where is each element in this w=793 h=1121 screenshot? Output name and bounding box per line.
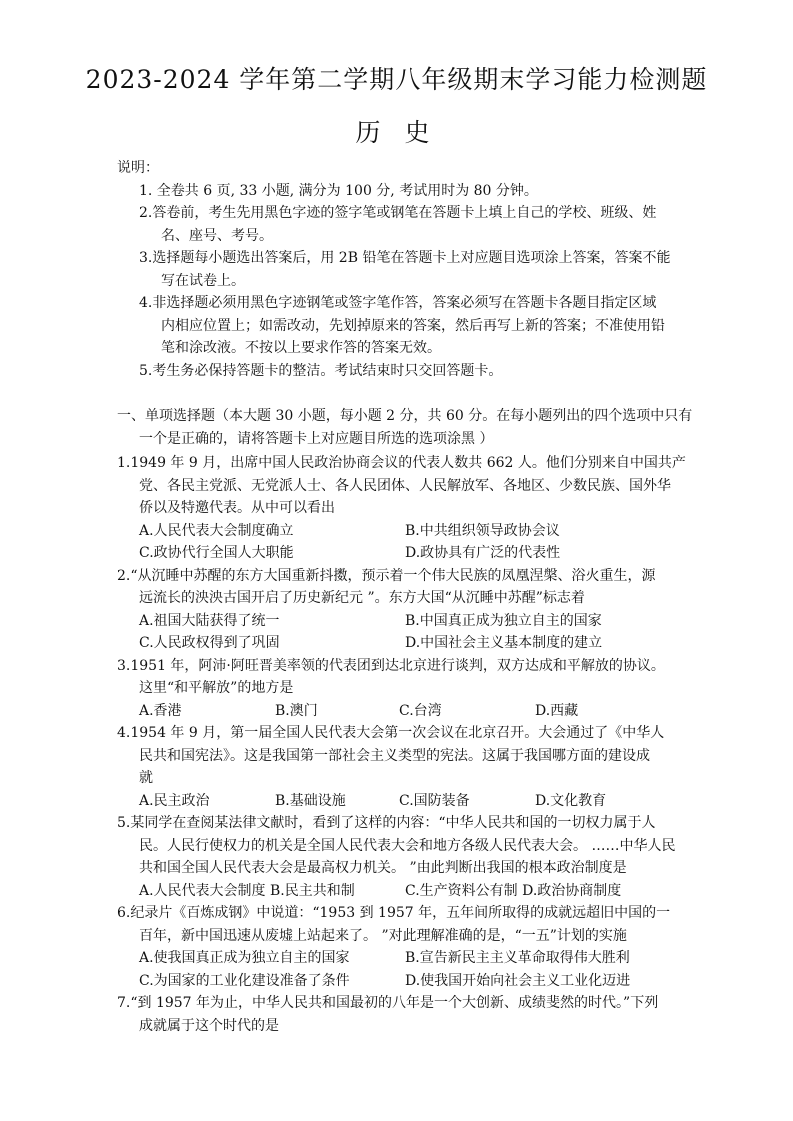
question-6 [0, 902, 793, 992]
answer-option[interactable]: C.台湾 [399, 702, 442, 719]
subject-title: 历 史 [355, 118, 438, 147]
answer-option[interactable]: D.文化教育 [535, 792, 607, 809]
answer-option[interactable]: B.澳门 [275, 702, 318, 719]
section-heading-line: 一、单项选择题（本大题 30 小题，每小题 2 分，共 60 分。在每小题列出的四个选项中只有 [117, 408, 693, 424]
answer-option[interactable]: A.人民代表大会制度 B.民主共和制 [139, 882, 355, 899]
option-row [0, 542, 793, 565]
question-7 [0, 992, 793, 1037]
question-stem-line: 这里“和平解放”的地方是 [139, 680, 294, 696]
question-2 [0, 565, 793, 655]
question-stem-line: 5.某同学在查阅某法律文献时，看到了这样的内容：“中华人民共和国的一切权力属于人 [117, 815, 656, 831]
section-heading [0, 405, 793, 450]
option-row [0, 520, 793, 543]
answer-option[interactable]: B.宣告新民主主义革命取得伟大胜利 [405, 950, 630, 966]
answer-option[interactable]: B.中共组织领导政协会议 [405, 522, 560, 539]
question-4 [0, 722, 793, 812]
option-row [0, 970, 793, 993]
question-3 [0, 655, 793, 723]
answer-option[interactable]: D.政协具有广泛的代表性 [405, 545, 561, 561]
instruction-line: 3.选择题每小题选出答案后，用 2B 铅笔在答题卡上对应题目选项涂上答案，答案不能 [139, 250, 671, 266]
question-stem-line: 共和国全国人民代表大会是最高权力机关。 ”由此判断出我国的根本政治制度是 [139, 860, 627, 876]
answer-option[interactable]: A.祖国大陆获得了统一 [139, 612, 280, 629]
question-stem-line: 远流长的泱泱古国开启了历史新纪元 ”。东方大国“从沉睡中苏醒”标志着 [139, 590, 585, 606]
instruction-line: 1. 全卷共 6 页, 33 小题, 满分为 100 分, 考试用时为 80 分钟。 [139, 182, 538, 199]
question-stem-line: 党、各民主党派、无党派人士、各人民团体、人民解放军、各地区、少数民族、国外华 [139, 477, 671, 494]
question-stem-line: 侨以及特邀代表。从中可以看出 [139, 500, 335, 516]
option-row [0, 880, 793, 903]
option-row [0, 947, 793, 970]
option-row [0, 632, 793, 655]
answer-option[interactable]: C.生产资料公有制 D.政治协商制度 [405, 882, 622, 899]
question-stem-line: 民。人民行使权力的机关是全国人民代表大会和地方各级人民代表大会。 ……中华人民 [139, 837, 676, 854]
answer-option[interactable]: C.政协代行全国人大职能 [139, 545, 294, 561]
question-stem-line: 成就属于这个时代的是 [139, 1017, 279, 1034]
instructions-label: 说明： [117, 160, 159, 176]
answer-option[interactable]: C.人民政权得到了巩固 [139, 635, 280, 651]
question-stem-line: 2.“从沉睡中苏醒的东方大国重新抖擞，预示着一个伟大民族的凤凰涅槃、浴火重生，源 [117, 567, 656, 584]
question-stem-line: 7.“到 1957 年为止，中华人民共和国最初的八年是一个大创新、成绩斐然的时代。”下列 [117, 995, 659, 1011]
answer-option[interactable]: B.中国真正成为独立自主的国家 [405, 612, 602, 629]
answer-option[interactable]: A.使我国真正成为独立自主的国家 [139, 950, 350, 966]
answer-option[interactable]: D.使我国开始向社会主义工业化迈进 [405, 972, 631, 989]
answer-option[interactable]: C.为国家的工业化建设准备了条件 [139, 972, 350, 989]
option-row [0, 610, 793, 633]
question-list [0, 452, 793, 1037]
instruction-line: 名、座号、考号。 [161, 227, 273, 244]
instruction-line: 内相应位置上；如需改动，先划掉原来的答案，然后再写上新的答案；不准使用铅 [161, 317, 665, 334]
option-row [0, 700, 793, 723]
instruction-line: 5.考生务必保持答题卡的整洁。考试结束时只交回答题卡。 [139, 362, 503, 379]
instruction-line: 2.答卷前，考生先用黑色字迹的签字笔或钢笔在答题卡上填上自己的学校、班级、姓 [139, 205, 657, 221]
question-5 [0, 812, 793, 902]
answer-option[interactable]: B.基础设施 [275, 792, 346, 809]
question-stem-line: 就 [139, 770, 153, 786]
option-row [0, 790, 793, 813]
instructions [0, 157, 793, 382]
question-stem-line: 4.1954 年 9 月，第一届全国人民代表大会第一次会议在北京召开。大会通过了《中华人 [117, 725, 665, 741]
answer-option[interactable]: D.西藏 [535, 702, 579, 719]
question-stem-line: 民共和国宪法》。这是我国第一部社会主义类型的宪法。这属于我国哪方面的建设成 [139, 747, 650, 764]
section-heading-line: 一个是正确的，请将答题卡上对应题目所选的选项涂黑 ） [139, 430, 494, 447]
instruction-line: 笔和涂改液。不按以上要求作答的答案无效。 [161, 340, 441, 356]
answer-option[interactable]: A.民主政治 [139, 792, 210, 809]
answer-option[interactable]: C.国防装备 [399, 792, 470, 809]
question-stem-line: 3.1951 年，阿沛·阿旺晋美率领的代表团到达北京进行谈判，双方达成和平解放的协议。 [117, 657, 665, 674]
question-stem-line: 1.1949 年 9 月，出席中国人民政治协商会议的代表人数共 662 人。他们分别来自中国共产 [117, 455, 686, 471]
exam-title: 2023-2024 学年第二学期八年级期末学习能力检测题 [85, 65, 708, 94]
question-stem-line: 6.纪录片《百炼成钢》中说道：“1953 到 1957 年，五年间所取得的成就远超旧中国的一 [117, 905, 671, 921]
question-1 [0, 452, 793, 565]
answer-option[interactable]: D.中国社会主义基本制度的建立 [405, 635, 603, 651]
answer-option[interactable]: A.人民代表大会制度确立 [139, 522, 294, 539]
instruction-line: 写在试卷上。 [161, 272, 245, 289]
answer-option[interactable]: A.香港 [139, 702, 182, 719]
question-stem-line: 百年，新中国迅速从废墟上站起来了。 ”对此理解准确的是，“一五”计划的实施 [139, 927, 627, 944]
instruction-line: 4.非选择题必须用黑色字迹钢笔或签字笔作答，答案必须写在答题卡各题目指定区域 [139, 295, 657, 311]
